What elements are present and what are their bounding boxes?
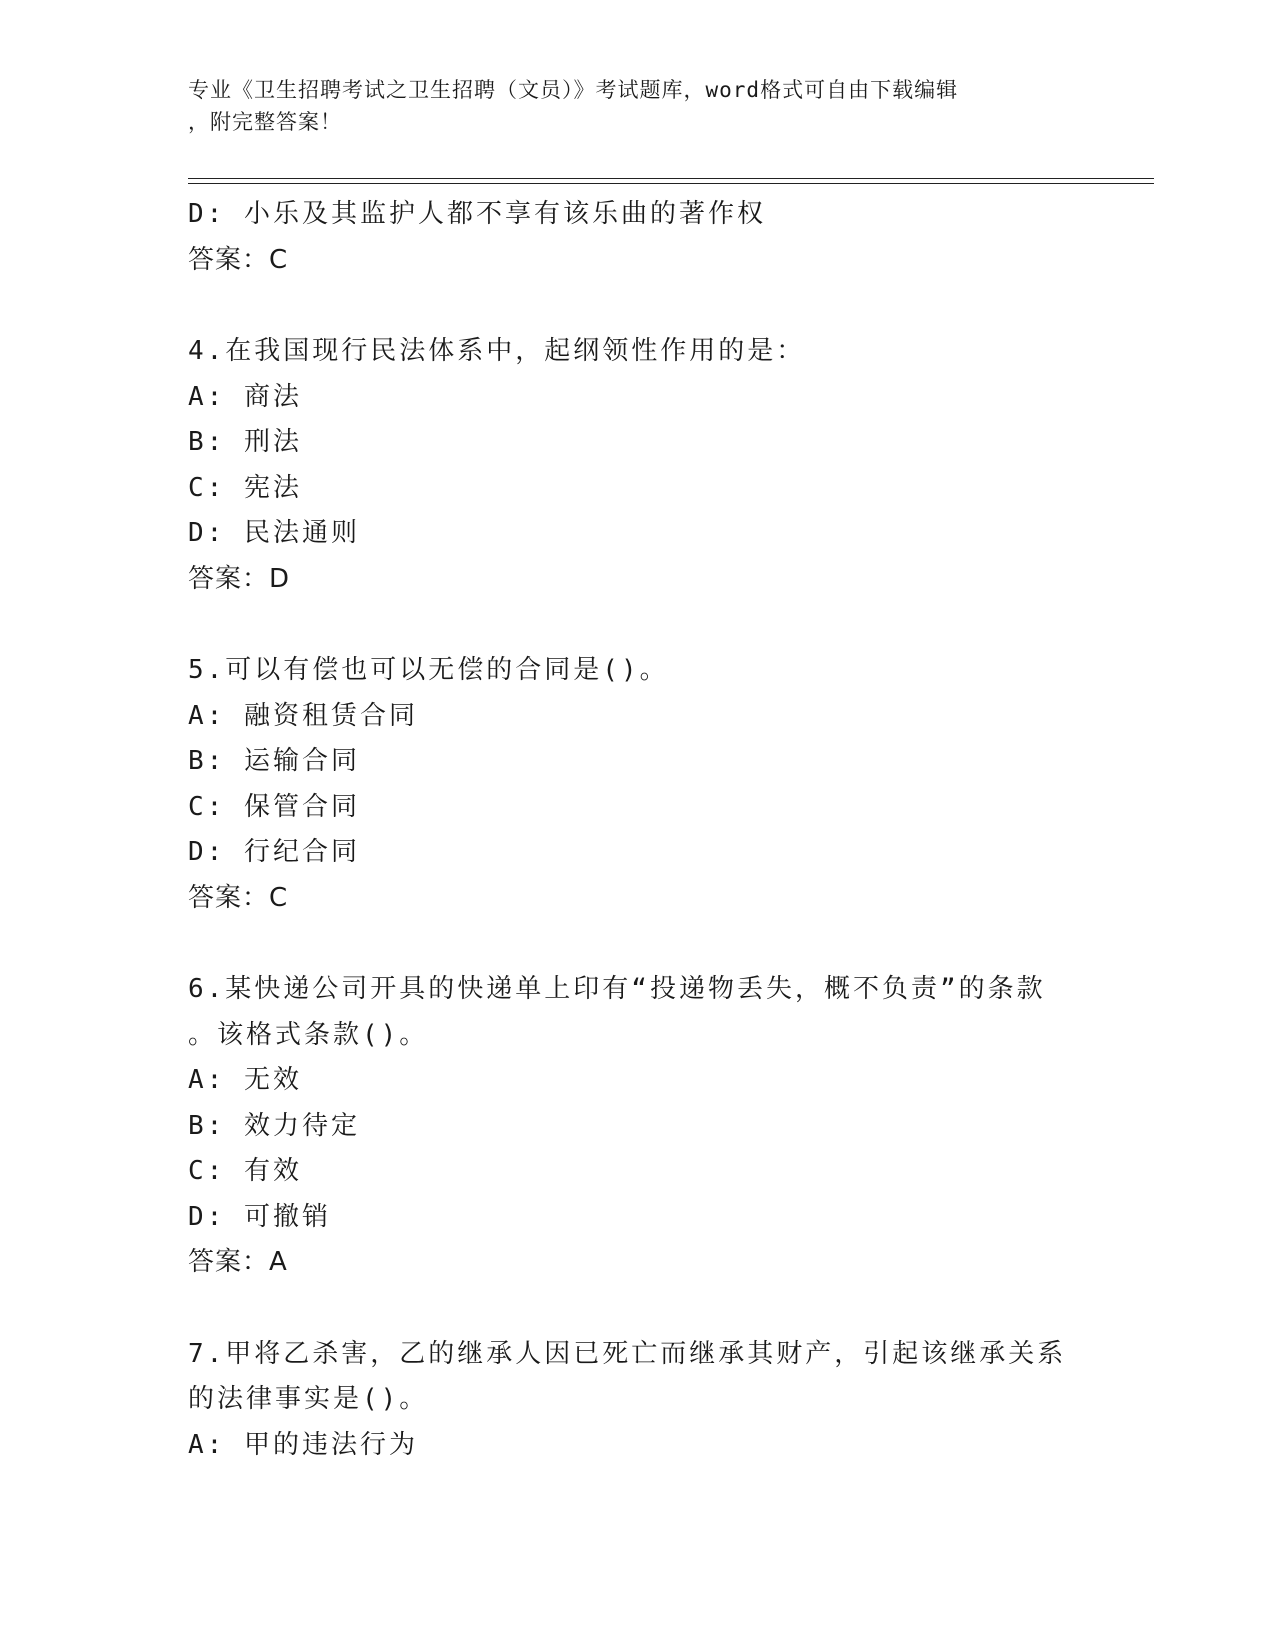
option-a: A: 无效 [188, 1065, 302, 1095]
question-stem: 7.甲将乙杀害，乙的继承人因已死亡而继承其财产，引起该继承关系 [188, 1338, 1067, 1369]
question-stem: 4.在我国现行民法体系中，起纲领性作用的是： [188, 336, 806, 366]
answer-line: 答案：C [188, 882, 289, 913]
question-stem: 6.某快递公司开具的快递单上印有“投递物丢失，概不负责”的条款 [188, 974, 1046, 1004]
question-5 [188, 648, 1088, 921]
option-b: B: 运输合同 [188, 746, 360, 776]
option-d: D: 行纪合同 [188, 837, 360, 867]
header-line-2: ，附完整答案！ [188, 110, 342, 134]
answer-line: 答案：C [188, 244, 289, 275]
question-stem-cont: 的法律事实是()。 [188, 1384, 429, 1414]
header-divider-top [188, 178, 1154, 179]
question-stem: 5.可以有偿也可以无偿的合同是()。 [188, 655, 669, 685]
option-d: D: 小乐及其监护人都不享有该乐曲的著作权 [188, 199, 766, 229]
option-b: B: 刑法 [188, 427, 302, 457]
question-stem-cont: 。该格式条款()。 [188, 1019, 429, 1050]
document-header [188, 74, 1068, 138]
header-line-1: 专业《卫生招聘考试之卫生招聘（文员）》考试题库，word格式可自由下载编辑 [188, 78, 959, 102]
option-a: A: 甲的违法行为 [188, 1429, 418, 1460]
question-gap [188, 921, 1088, 967]
question-7 [188, 1332, 1088, 1469]
question-4 [188, 329, 1088, 602]
option-c: C: 有效 [188, 1156, 302, 1186]
question-6 [188, 967, 1088, 1286]
option-a: A: 商法 [188, 381, 302, 412]
question-gap [188, 1286, 1088, 1332]
header-divider-bottom [188, 183, 1154, 184]
option-d: D: 民法通则 [188, 518, 360, 548]
option-c: C: 保管合同 [188, 791, 360, 822]
question-list [188, 192, 1088, 1468]
answer-line: 答案：D [188, 563, 291, 594]
question-gap [188, 602, 1088, 648]
answer-line: 答案：A [188, 1247, 288, 1277]
option-a: A: 融资租赁合同 [188, 700, 418, 731]
option-d: D: 可撤销 [188, 1201, 331, 1232]
option-c: C: 宪法 [188, 472, 302, 503]
option-b: B: 效力待定 [188, 1110, 360, 1141]
question-gap [188, 283, 1088, 329]
